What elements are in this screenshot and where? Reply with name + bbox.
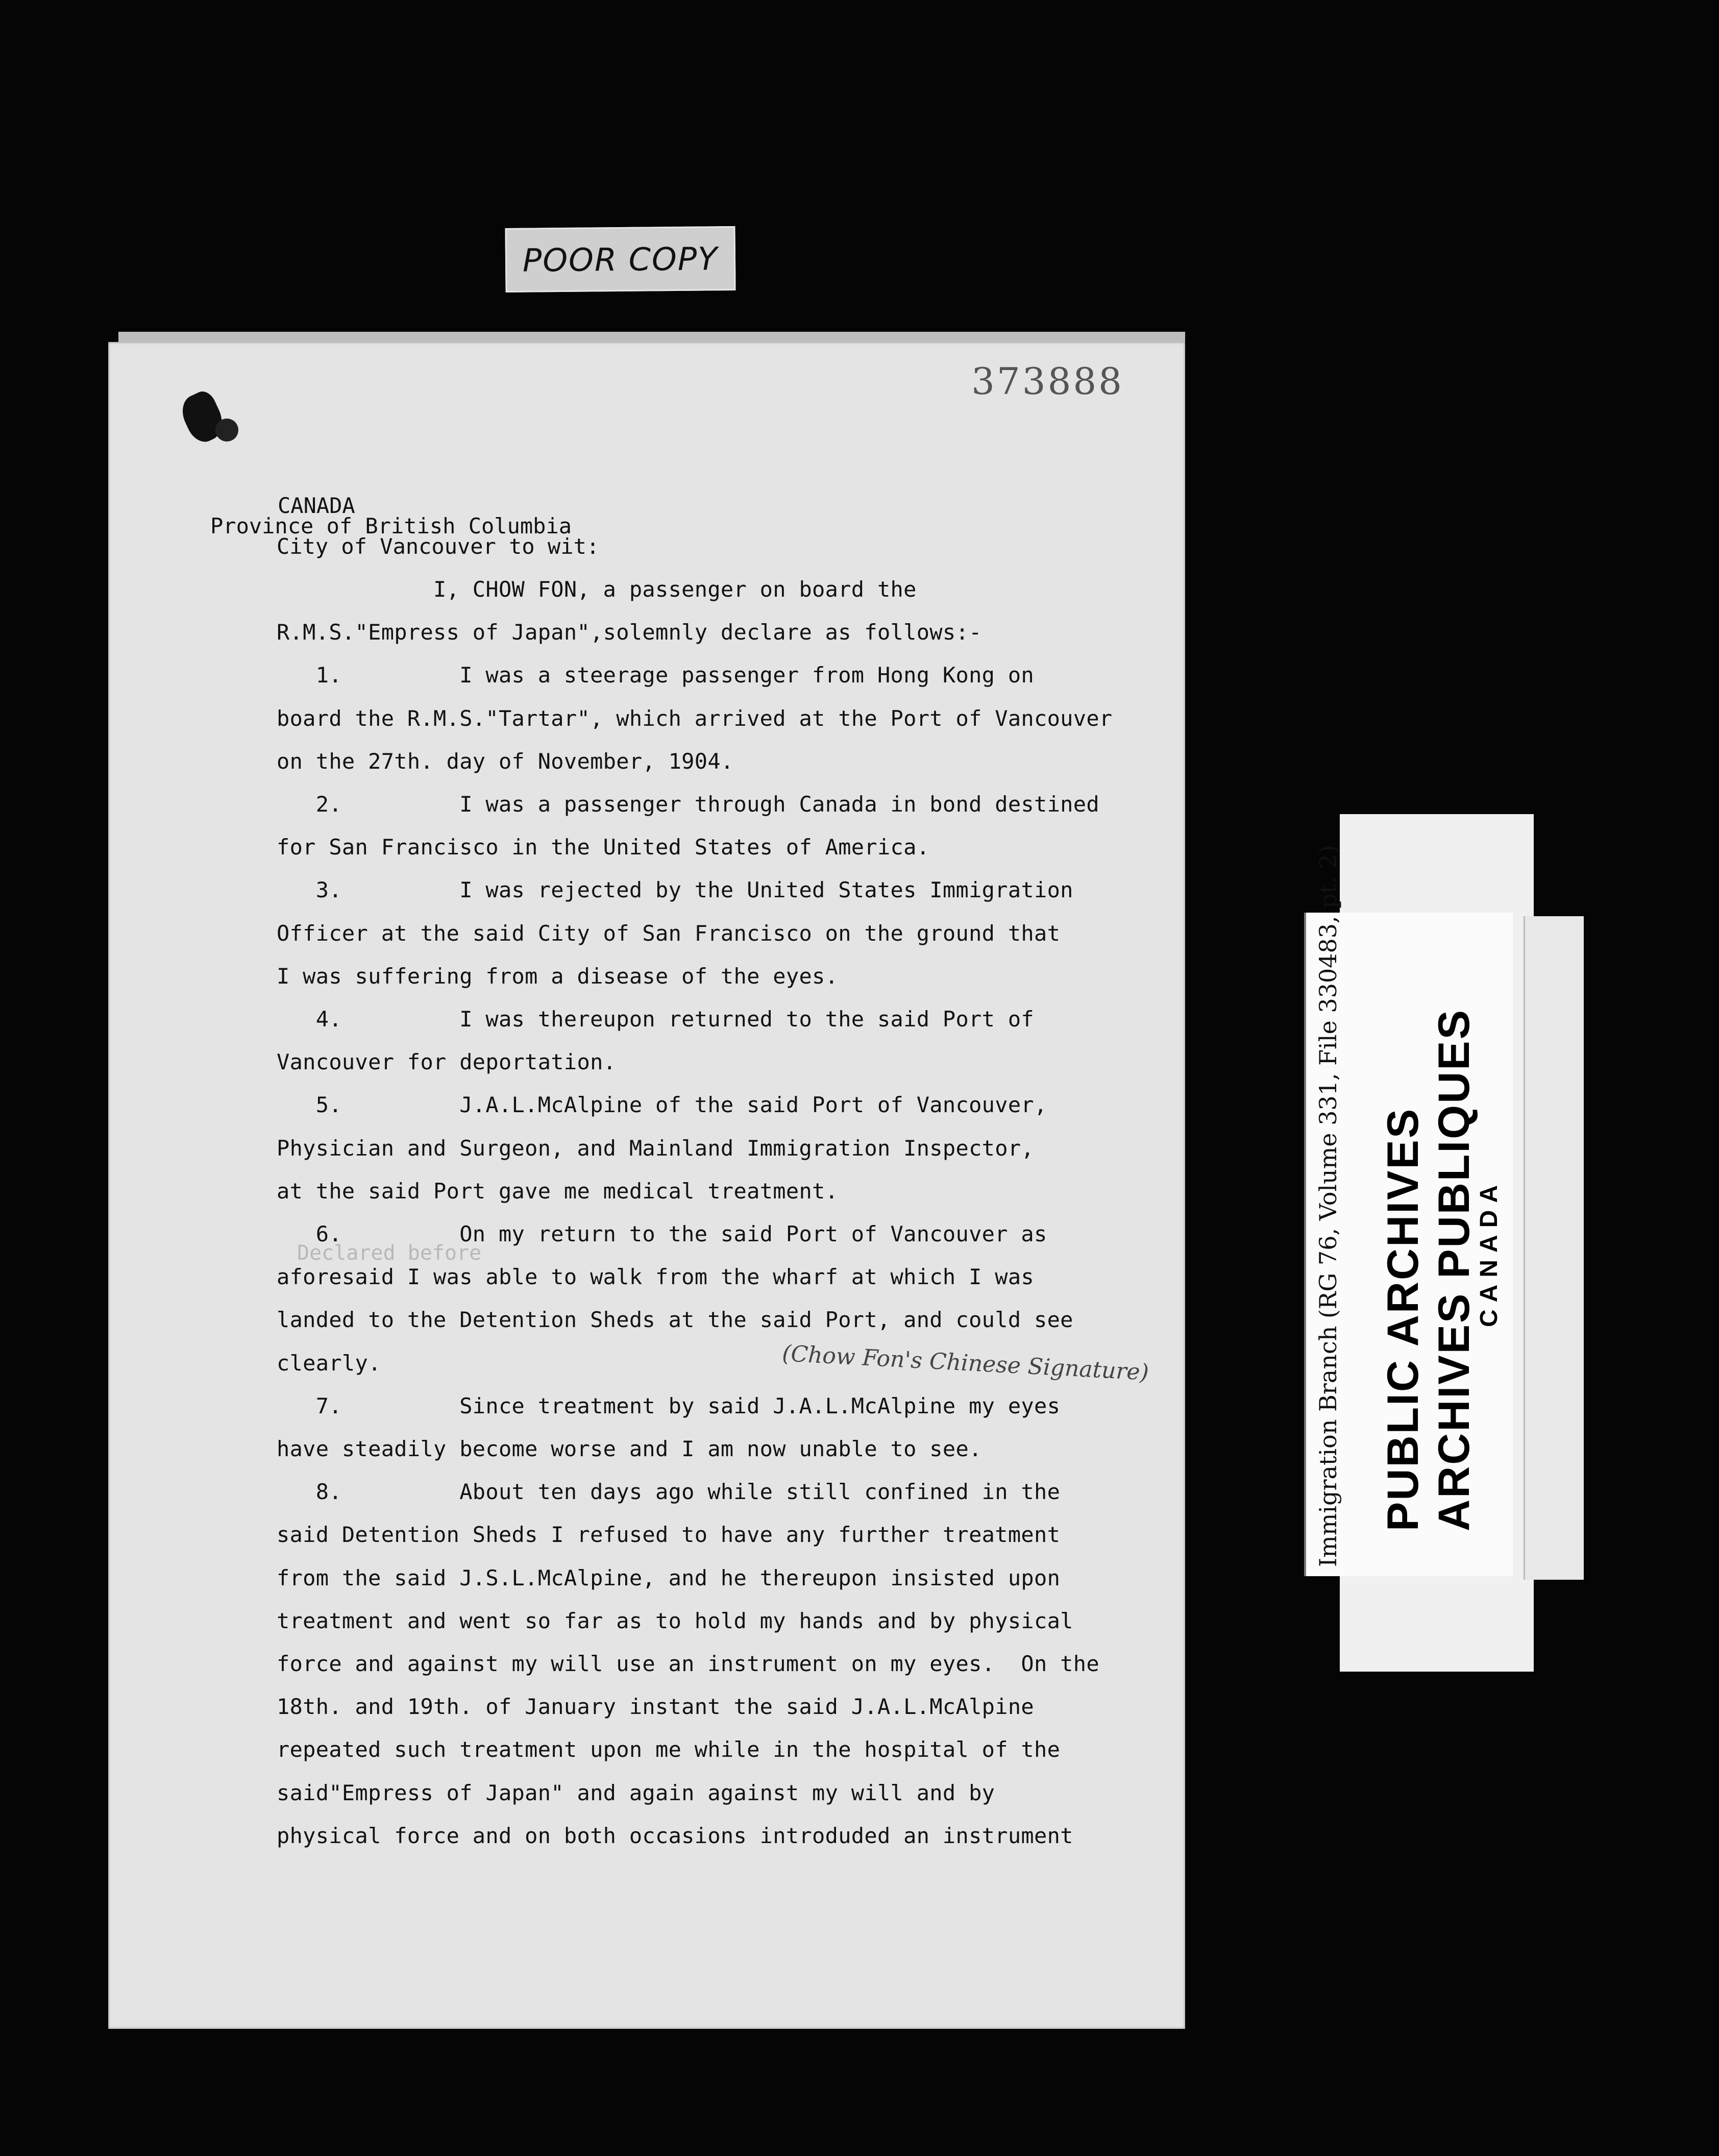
file-number: 373888	[971, 360, 1124, 403]
declaration-line: force and against my will use an instrument on my eyes. On the	[277, 1651, 1099, 1676]
declaration-line: for San Francisco in the United States of America.	[277, 835, 930, 860]
declaration-line: landed to the Detention Sheds at the said Port, and could see	[277, 1307, 1073, 1333]
archive-label-edge	[1524, 916, 1584, 1580]
declaration-line: 3. I was rejected by the United States Immigration	[277, 877, 1073, 903]
document-page	[108, 342, 1185, 2029]
heading-country: CANADA	[278, 493, 355, 518]
declaration-line: 1. I was a steerage passenger from Hong Kong on	[277, 663, 1034, 688]
declaration-line: from the said J.S.L.McAlpine, and he thereupon insisted upon	[277, 1565, 1061, 1590]
declaration-line: have steadily become worse and I am now unable to see.	[277, 1436, 982, 1461]
declaration-line: 2. I was a passenger through Canada in bond destined	[277, 792, 1099, 817]
archive-name-english: PUBLIC ARCHIVES	[1379, 1107, 1428, 1531]
archive-name-french: ARCHIVES PUBLIQUES	[1430, 1008, 1479, 1531]
heading-province: Province of British Columbia	[210, 513, 572, 538]
archive-country: CANADA	[1476, 1178, 1503, 1327]
declaration-line: 8. About ten days ago while still confined in the	[277, 1479, 1061, 1505]
archive-branch-reference: Immigration Branch (RG 76, Volume 331, File 330483, pt. 2)	[1314, 845, 1342, 1567]
declaration-line: 7. Since treatment by said J.A.L.McAlpine my eyes	[277, 1393, 1061, 1418]
declaration-line: on the 27th. day of November, 1904.	[277, 748, 734, 774]
declaration-line: 5. J.A.L.McAlpine of the said Port of Vancouver,	[277, 1092, 1047, 1118]
declaration-line: repeated such treatment upon me while in the hospital of the	[277, 1737, 1061, 1762]
declaration-line: said"Empress of Japan" and again against my will and by	[277, 1780, 995, 1805]
bleed-through-text: Declared before	[297, 1241, 482, 1265]
declaration-line: Officer at the said City of San Francisco on the ground that	[277, 920, 1061, 946]
declaration-line: I was suffering from a disease of the eyes.	[277, 963, 839, 989]
declaration-line: said Detention Sheds I refused to have any further treatment	[277, 1522, 1061, 1548]
declaration-line: I, CHOW FON, a passenger on board the	[277, 577, 917, 602]
declaration-line: at the said Port gave me medical treatment.	[277, 1178, 839, 1204]
signature-note: (Chow Fon's Chinese Signature)	[781, 1340, 1150, 1386]
declaration-line: 6. On my return to the said Port of Vancouver as	[277, 1221, 1047, 1246]
heading-city: City of Vancouver to wit:	[277, 534, 600, 559]
declaration-line: 4. I was thereupon returned to the said Port of	[277, 1007, 1034, 1032]
declaration-line: board the R.M.S."Tartar", which arrived at the Port of Vancouver	[277, 705, 1113, 731]
declaration-line: Physician and Surgeon, and Mainland Immigration Inspector,	[277, 1135, 1034, 1161]
declaration-line: 18th. and 19th. of January instant the said J.A.L.McAlpine	[277, 1694, 1034, 1720]
declaration-line: aforesaid I was able to walk from the wharf at which I was	[277, 1264, 1034, 1290]
declaration-line: clearly.	[277, 1350, 381, 1376]
declaration-line: treatment and went so far as to hold my hands and by physical	[277, 1608, 1073, 1633]
poor-copy-tag	[505, 226, 735, 292]
declaration-line: R.M.S."Empress of Japan",solemnly declare as follows:-	[277, 620, 982, 645]
poor-copy-text: POOR COPY	[522, 239, 719, 279]
ink-blot-mark-small	[215, 419, 238, 442]
declaration-line: Vancouver for deportation.	[277, 1049, 617, 1075]
declaration-line: physical force and on both occasions introduded an instrument	[277, 1823, 1073, 1848]
